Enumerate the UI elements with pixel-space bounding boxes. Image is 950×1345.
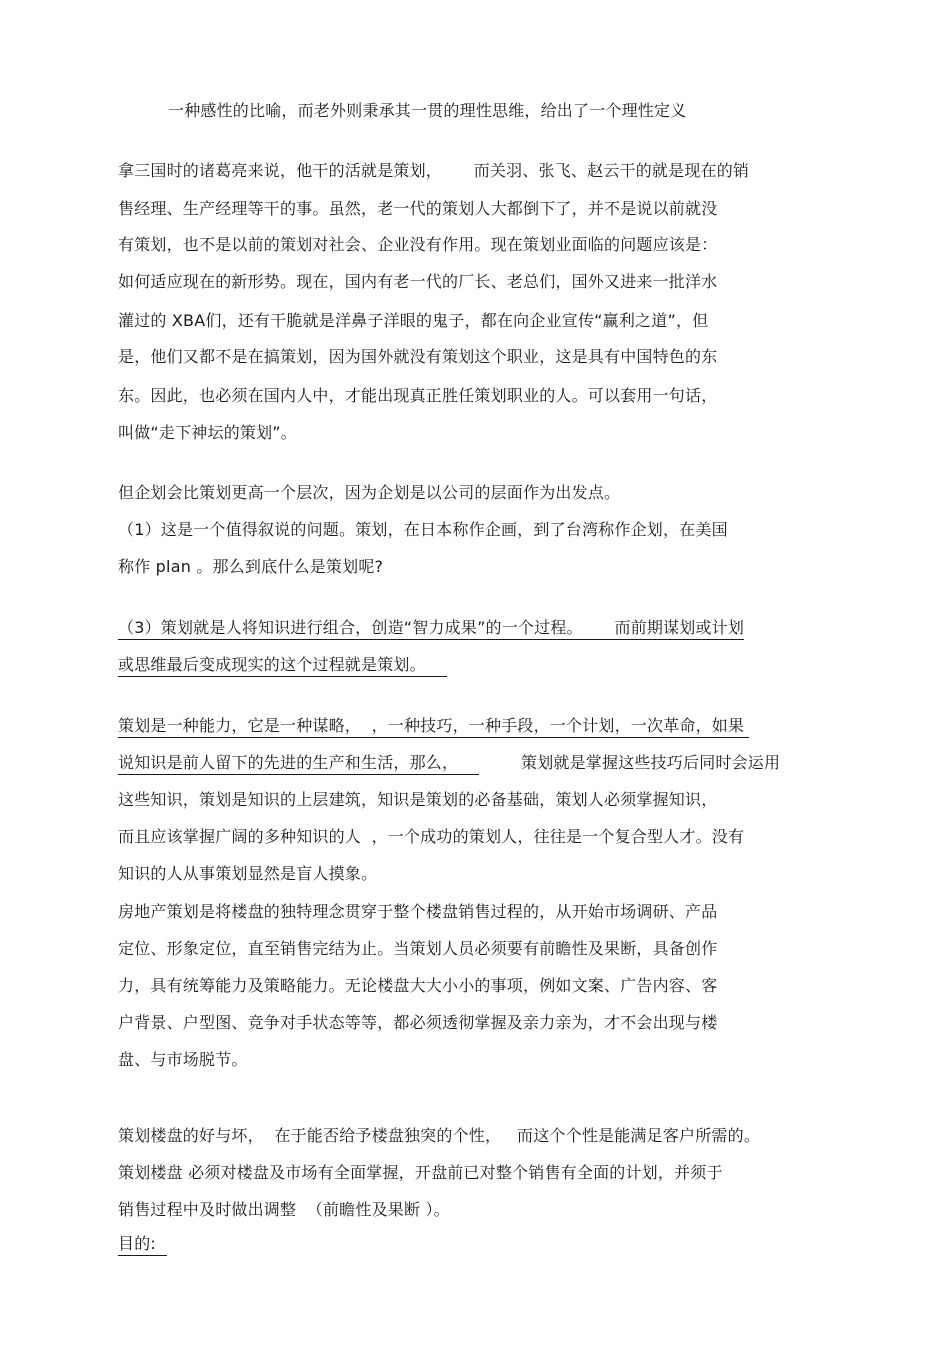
text-line: 叫做“走下神坛的策划”。 [118,423,297,442]
underlined-text-line: 说知识是前人留下的先进的生产和生活，那么， [118,753,479,775]
text-line: 东。因此，也必须在国内人中，才能出现真正胜任策划职业的人。可以套用一句话， [118,386,718,405]
underlined-text-line: 策划是一种能力，它是一种谋略， ，一种技巧，一种手段，一个计划，一次革命，如果 [118,716,749,738]
text-line: 拿三国时的诸葛亮来说，他干的活就是策划， 而关羽、张飞、赵云干的就是现在的销 [118,161,750,180]
text-line: 定位、形象定位，直至销售完结为止。当策划人员必须要有前瞻性及果断，具备创作 [118,939,718,958]
section-heading-purpose: 目的: [118,1234,167,1256]
text-line: 力，具有统筹能力及策略能力。无论楼盘大大小小的事项，例如文案、广告内容、客 [118,976,718,995]
text-line: （1）这是一个值得叙说的问题。策划，在日本称作企画，到了台湾称作企划，在美国 [118,520,728,539]
text-line: 策划就是掌握这些技巧后同时会运用 [521,753,781,772]
text-line: 策划楼盘 必须对楼盘及市场有全面掌握，开盘前已对整个销售有全面的计划，并须于 [118,1163,723,1182]
text-line: 灌过的 XBA们，还有干脆就是洋鼻子洋眼的鬼子，都在向企业宣传“赢利之道”，但 [118,311,709,330]
text-line: 如何适应现在的新形势。现在，国内有老一代的厂长、老总们，国外又进来一批洋水 [118,272,718,291]
text-line: 是，他们又都不是在搞策划，因为国外就没有策划这个职业，这是具有中国特色的东 [118,347,718,366]
text-line: 销售过程中及时做出调整 （前瞻性及果断 ）。 [118,1200,450,1219]
text-line: 户背景、户型图、竞争对手状态等等，都必须透彻掌握及亲力亲为，才不会出现与楼 [118,1013,718,1032]
text-line: 有策划，也不是以前的策划对社会、企业没有作用。现在策划业面临的问题应该是： [118,235,718,254]
text-line: 房地产策划是将楼盘的独特理念贯穿于整个楼盘销售过程的，从开始市场调研、产品 [118,902,718,921]
text-line: 但企划会比策划更高一个层次，因为企划是以公司的层面作为出发点。 [118,483,621,502]
text-line: 知识的人从事策划显然是盲人摸象。 [118,864,378,883]
text-line: 策划楼盘的好与坏， 在于能否给予楼盘独突的个性， 而这个个性是能满足客户所需的。 [118,1126,761,1145]
text-line: 称作 plan 。那么到底什么是策划呢? [118,557,384,576]
text-line: 这些知识，策划是知识的上层建筑，知识是策划的必备基础，策划人必须掌握知识， [118,790,718,809]
text-line: 盘、与市场脱节。 [118,1050,248,1069]
text-line: 一种感性的比喻，而老外则秉承其一贯的理性思维，给出了一个理性定义 [168,101,687,120]
underlined-text-line: 或思维最后变成现实的这个过程就是策划。 [118,655,447,677]
underlined-text-line: （3）策划就是人将知识进行组合，创造“智力成果”的一个过程。 而前期谋划或计划 [118,618,744,640]
text-line: 售经理、生产经理等干的事。虽然，老一代的策划人大都倒下了，并不是说以前就没 [118,199,718,218]
text-line: 而且应该掌握广阔的多种知识的人 ，一个成功的策划人，往往是一个复合型人才。没有 [118,827,745,846]
